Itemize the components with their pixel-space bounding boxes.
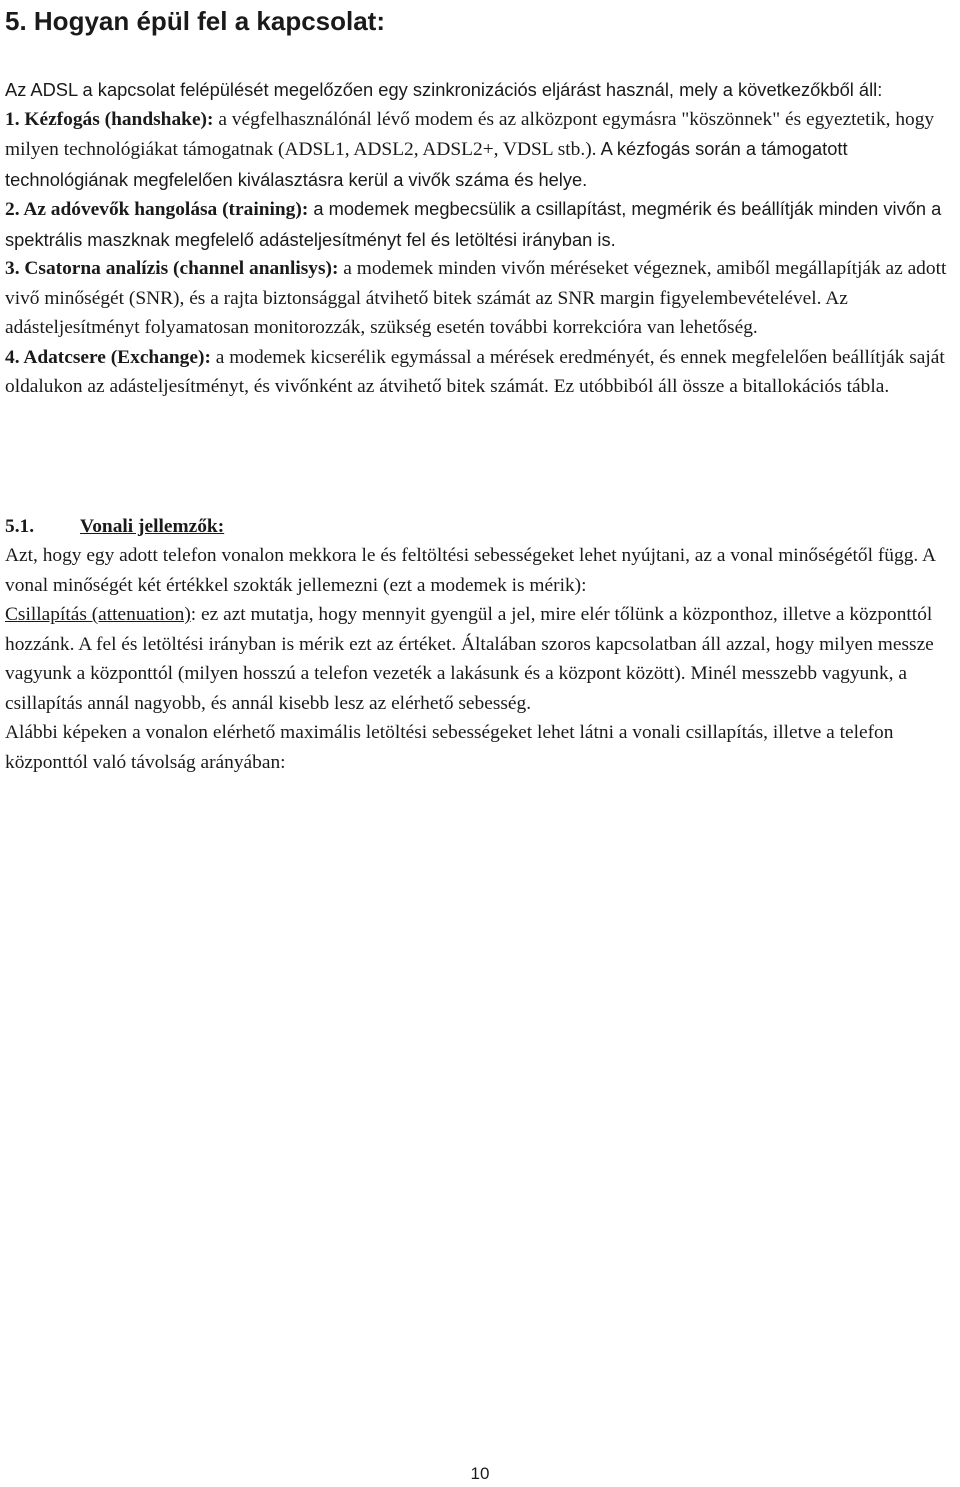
step-2-text: a modemek megbecsülik a csillapítást, megmérik és beállítják minden vivőn a spektrális maszknak megfelelő adásteljesítményt fel és letöltési irányban is. <box>5 198 942 250</box>
step-4-text: a modemek kicserélik egymással a mérések eredményét, és ennek megfelelően beállítják saját oldalukon az adásteljesítményt, és vivőnként az átvihető bitek számát. Ez utóbbiból áll össze a bitallokációs tábla. <box>5 346 945 397</box>
step-3-text: a modemek minden vivőn méréseket végeznek, amiből megállapítják az adott vivő minőségét (SNR), és a rajta biztonsággal átvihető bitek számát az SNR margin figyelembevételével. Az adásteljesítményt folyamatosan monitorozzák, szükség esetén további korrekcióra van lehetőség. <box>5 258 947 338</box>
images-intro-paragraph: Alábbi képeken a vonalon elérhető maximális letöltési sebességeket lehet látni a vonali csillapítás, illetve a telefon központtól való távolság arányában: <box>5 722 894 773</box>
step-1-label: 1. Kézfogás (handshake): <box>5 108 214 130</box>
page-number: 10 <box>470 1464 490 1483</box>
step-3 <box>5 254 955 343</box>
subsection-heading <box>5 512 955 542</box>
spacer <box>5 402 955 512</box>
attenuation-text: : ez azt mutatja, hogy mennyit gyengül a jel, mire elér tőlünk a központhoz, illetve a központtól hozzánk. A fel és letöltési irányban is mérik ezt az értéket. Általában szoros kapcsolatban áll azzal, hogy milyen messze vagyunk a központtól (milyen hosszú a telefon vezeték a lakásunk és a központ között). Minél messzebb vagyunk, a csillapítás annál nagyobb, és annál kisebb lesz az elérhető sebesség. <box>5 604 934 714</box>
step-2-label: 2. Az adóvevők hangolása (training): <box>5 199 309 220</box>
attenuation-term: Csillapítás (attenuation) <box>5 604 191 625</box>
document-page <box>5 0 955 777</box>
step-1-text-sans: A kézfogás során a támogatott technológiának megfelelően kiválasztásra kerül a vivők száma és helye. <box>5 138 848 190</box>
line-quality-paragraph: Azt, hogy egy adott telefon vonalon mekkora le és feltöltési sebességeket lehet nyújtani, az a vonal minőségétől függ. A vonal minőségét két értékkel szokták jellemezni (ezt a modemek is mérik): <box>5 545 935 596</box>
step-1-text: a végfelhasználónál lévő modem és az alközpont egymásra "köszönnek" és egyeztetik, hogy milyen technológiákat támogatnak (ADSL1, ADSL2, ADSL2+, VDSL stb.). <box>5 108 935 160</box>
subsection-title: Vonali jellemzők: <box>80 515 225 537</box>
section-heading: 5. Hogyan épül fel a kapcsolat: <box>5 6 385 36</box>
step-4 <box>5 343 955 402</box>
step-3-label: 3. Csatorna analízis (channel ananlisys): <box>5 258 339 279</box>
step-4-label: 4. Adatcsere (Exchange): <box>5 346 211 368</box>
attenuation-paragraph <box>5 600 955 718</box>
step-1 <box>5 105 955 195</box>
subsection-number: 5.1. <box>5 515 35 537</box>
intro-paragraph: Az ADSL a kapcsolat felépülését megelőzően egy szinkronizációs eljárást használ, mely a következőkből áll: <box>5 79 883 100</box>
step-2 <box>5 194 955 254</box>
